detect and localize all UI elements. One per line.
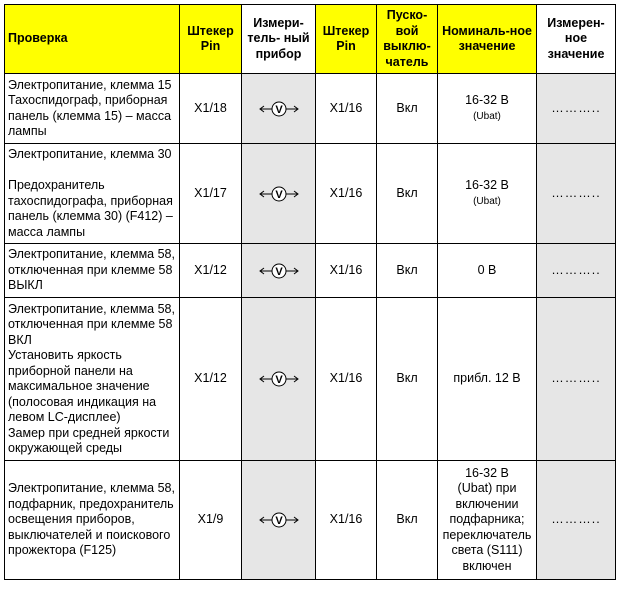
switch-value: Вкл <box>377 244 438 298</box>
pin-2-value: X1/16 <box>316 461 377 580</box>
measured-value: ……….. <box>537 74 616 144</box>
pin-2-value: X1/16 <box>316 298 377 461</box>
nominal-main: 0 В <box>477 262 497 277</box>
nominal-value <box>438 144 537 244</box>
nominal-value <box>438 244 537 298</box>
header-nominal: Номиналь-ное значение <box>438 5 537 74</box>
measured-value: ……….. <box>537 144 616 244</box>
check-description: Электропитание, клемма 30 Предохранитель тахоспидографа, приборная панель (клемма 30) (F412) – масса лампы <box>5 144 180 244</box>
meter-cell <box>242 144 316 244</box>
meter-cell <box>242 298 316 461</box>
table-row <box>5 298 616 461</box>
meter-cell <box>242 74 316 144</box>
voltmeter-letter: V <box>274 265 283 278</box>
pin-1-value: X1/9 <box>180 461 242 580</box>
check-description: Электропитание, клемма 15 Тахоспидограф, приборная панель (клемма 15) – масса лампы <box>5 74 180 144</box>
nominal-main: 16-32 В <box>465 178 509 192</box>
header-pin-2: Штекер Pin <box>316 5 377 74</box>
measured-value: ……….. <box>537 298 616 461</box>
check-description: Электропитание, клемма 58, подфарник, предохранитель освещения приборов, выключателей и поискового прожектора (F125) <box>5 461 180 580</box>
voltmeter-icon <box>257 186 301 202</box>
meter-cell <box>242 244 316 298</box>
nominal-value <box>438 461 537 580</box>
pin-2-value: X1/16 <box>316 74 377 144</box>
voltmeter-letter: V <box>274 374 283 386</box>
table-row <box>5 74 616 144</box>
header-row <box>5 5 616 74</box>
pin-1-value: X1/18 <box>180 74 242 144</box>
voltmeter-letter: V <box>274 188 283 201</box>
switch-value: Вкл <box>377 461 438 580</box>
test-table <box>4 4 616 580</box>
measured-value: ……….. <box>537 244 616 298</box>
switch-value: Вкл <box>377 144 438 244</box>
check-description: Электропитание, клемма 58, отключенная при клемме 58 ВЫКЛ <box>5 244 180 298</box>
nominal-value <box>438 74 537 144</box>
voltmeter-letter: V <box>274 515 283 527</box>
switch-value: Вкл <box>377 74 438 144</box>
nominal-main: 16-32 В <box>465 93 509 107</box>
table-row <box>5 244 616 298</box>
header-check: Проверка <box>5 5 180 74</box>
pin-1-value: X1/17 <box>180 144 242 244</box>
voltmeter-icon <box>257 512 301 528</box>
header-meter: Измери-тель- ный прибор <box>242 5 316 74</box>
voltmeter-icon <box>257 371 301 387</box>
nominal-main: прибл. 12 В <box>453 371 521 386</box>
pin-2-value: X1/16 <box>316 244 377 298</box>
voltmeter-icon <box>257 263 301 279</box>
check-description: Электропитание, клемма 58, отключенная при клемме 58 ВКЛ Установить яркость приборной панели на максимальное значение (полосовая индикация на левом LC-дисплее) Замер при средней яркости окружающей среды <box>5 298 180 461</box>
page <box>4 4 616 580</box>
switch-value: Вкл <box>377 298 438 461</box>
table-row <box>5 461 616 580</box>
measured-value: ……….. <box>537 461 616 580</box>
pin-1-value: X1/12 <box>180 298 242 461</box>
header-pin-1: Штекер Pin <box>180 5 242 74</box>
voltmeter-icon <box>257 101 301 117</box>
meter-cell <box>242 461 316 580</box>
nominal-main: 16-32 В (Ubat) при включении подфарника; переключатель света (S111) включен <box>442 465 532 573</box>
voltmeter-letter: V <box>274 103 283 116</box>
table-row <box>5 144 616 244</box>
pin-1-value: X1/12 <box>180 244 242 298</box>
header-measured: Измерен-ное значение <box>537 5 616 74</box>
nominal-value <box>438 298 537 461</box>
pin-2-value: X1/16 <box>316 144 377 244</box>
nominal-sub: (Ubat) <box>473 195 501 207</box>
nominal-sub: (Ubat) <box>473 110 501 122</box>
header-switch: Пуско-вой выклю-чатель <box>377 5 438 74</box>
